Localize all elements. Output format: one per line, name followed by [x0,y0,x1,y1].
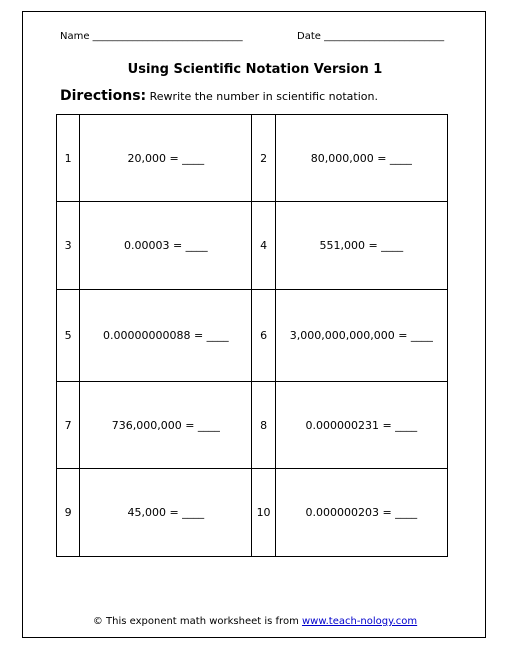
problems-table [56,114,448,557]
problem-number: 1 [57,115,80,202]
problem-expression: 3,000,000,000,000 = ____ [275,290,447,382]
directions-text: Rewrite the number in scientific notation. [146,90,378,103]
directions [60,88,378,104]
problem-number: 10 [252,469,275,557]
name-field-label: Name ______________________________ [60,31,243,42]
problem-expression: 736,000,000 = ____ [80,382,252,469]
table-row [57,290,448,382]
problem-number: 2 [252,115,275,202]
date-field-label: Date ________________________ [297,31,445,42]
teach-nology-link[interactable]: www.teach-nology.com [301,616,418,627]
problem-number: 8 [252,382,275,469]
problem-number: 6 [252,290,275,382]
table-row [57,202,448,290]
footer [0,616,510,627]
table-row [57,382,448,469]
table-row [57,469,448,557]
problem-expression: 0.00000000088 = ____ [80,290,252,382]
problem-expression: 80,000,000 = ____ [275,115,447,202]
problem-expression: 0.000000231 = ____ [275,382,447,469]
directions-label: Directions: [60,88,147,104]
problem-number: 7 [57,382,80,469]
problem-number: 3 [57,202,80,290]
table-row [57,115,448,202]
problem-number: 9 [57,469,80,557]
problem-expression: 0.000000203 = ____ [275,469,447,557]
problem-expression: 551,000 = ____ [275,202,447,290]
problem-expression: 0.00003 = ____ [80,202,252,290]
problem-expression: 45,000 = ____ [80,469,252,557]
problem-number: 4 [252,202,275,290]
footer-text: © This exponent math worksheet is from [92,616,302,627]
problem-expression: 20,000 = ____ [80,115,252,202]
problem-number: 5 [57,290,80,382]
worksheet-title: Using Scientific Notation Version 1 [127,62,383,77]
